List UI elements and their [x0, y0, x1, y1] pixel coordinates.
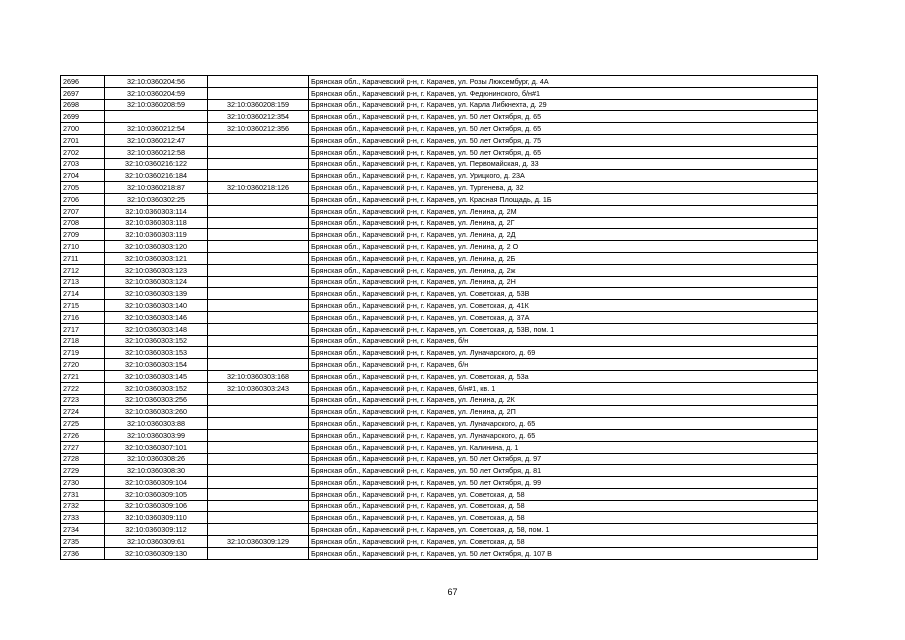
cadastral-number-cell: 32:10:0360212:58 [105, 146, 208, 158]
related-cadastral-number-cell [208, 335, 309, 347]
cadastral-number-cell: 32:10:0360303:121 [105, 252, 208, 264]
address-cell: Брянская обл., Карачевский р-н, г. Карачев, ул. Урицкого, д. 23А [309, 170, 818, 182]
cadastral-number-cell: 32:10:0360308:26 [105, 453, 208, 465]
cadastral-number-cell: 32:10:0360309:106 [105, 500, 208, 512]
related-cadastral-number-cell [208, 205, 309, 217]
cadastral-number-cell: 32:10:0360303:123 [105, 264, 208, 276]
cadastral-number-cell: 32:10:0360303:146 [105, 311, 208, 323]
address-cell: Брянская обл., Карачевский р-н, г. Карачев, ул. Ленина, д. 2М [309, 205, 818, 217]
table-row [61, 347, 818, 359]
address-cell: Брянская обл., Карачевский р-н, г. Карачев, ул. Федюнинского, б/н#1 [309, 87, 818, 99]
cadastral-number-cell: 32:10:0360308:30 [105, 465, 208, 477]
related-cadastral-number-cell [208, 170, 309, 182]
related-cadastral-number-cell [208, 547, 309, 559]
related-cadastral-number-cell: 32:10:0360212:356 [208, 123, 309, 135]
table-row [61, 359, 818, 371]
table-row [61, 134, 818, 146]
related-cadastral-number-cell [208, 394, 309, 406]
table-row [61, 477, 818, 489]
related-cadastral-number-cell [208, 524, 309, 536]
address-cell: Брянская обл., Карачевский р-н, г. Карачев, ул. Луначарского, д. 65 [309, 418, 818, 430]
table-row [61, 536, 818, 548]
related-cadastral-number-cell [208, 488, 309, 500]
cadastral-number-cell: 32:10:0360303:148 [105, 323, 208, 335]
related-cadastral-number-cell [208, 146, 309, 158]
table-row [61, 406, 818, 418]
cadastral-number-cell: 32:10:0360309:105 [105, 488, 208, 500]
address-cell: Брянская обл., Карачевский р-н, г. Карачев, ул. Ленина, д. 2ж [309, 264, 818, 276]
related-cadastral-number-cell [208, 193, 309, 205]
table-row [61, 500, 818, 512]
row-number-cell: 2708 [61, 217, 105, 229]
cadastral-number-cell: 32:10:0360303:120 [105, 241, 208, 253]
row-number-cell: 2734 [61, 524, 105, 536]
address-cell: Брянская обл., Карачевский р-н, г. Карачев, ул. Луначарского, д. 65 [309, 429, 818, 441]
row-number-cell: 2723 [61, 394, 105, 406]
row-number-cell: 2720 [61, 359, 105, 371]
row-number-cell: 2709 [61, 229, 105, 241]
table-row [61, 311, 818, 323]
cadastral-number-cell: 32:10:0360303:145 [105, 370, 208, 382]
related-cadastral-number-cell [208, 347, 309, 359]
address-cell: Брянская обл., Карачевский р-н, г. Карачев, ул. Советская, д. 53В, пом. 1 [309, 323, 818, 335]
address-cell: Брянская обл., Карачевский р-н, г. Карачев, ул. 50 лет Октября, д. 65 [309, 111, 818, 123]
table-row [61, 370, 818, 382]
related-cadastral-number-cell: 32:10:0360208:159 [208, 99, 309, 111]
related-cadastral-number-cell [208, 276, 309, 288]
address-cell: Брянская обл., Карачевский р-н, г. Карачев, ул. Ленина, д. 2Д [309, 229, 818, 241]
related-cadastral-number-cell: 32:10:0360303:243 [208, 382, 309, 394]
address-cell: Брянская обл., Карачевский р-н, г. Карачев, ул. 50 лет Октября, д. 81 [309, 465, 818, 477]
cadastral-number-cell [105, 111, 208, 123]
address-cell: Брянская обл., Карачевский р-н, г. Карачев, ул. Советская, д. 58, пом. 1 [309, 524, 818, 536]
row-number-cell: 2727 [61, 441, 105, 453]
address-cell: Брянская обл., Карачевский р-н, г. Карачев, ул. Советская, д. 53В [309, 288, 818, 300]
table-row [61, 512, 818, 524]
related-cadastral-number-cell [208, 311, 309, 323]
table-row [61, 382, 818, 394]
cadastral-number-cell: 32:10:0360216:184 [105, 170, 208, 182]
table-row [61, 241, 818, 253]
row-number-cell: 2724 [61, 406, 105, 418]
cadastral-number-cell: 32:10:0360303:119 [105, 229, 208, 241]
cadastral-number-cell: 32:10:0360309:61 [105, 536, 208, 548]
row-number-cell: 2699 [61, 111, 105, 123]
address-cell: Брянская обл., Карачевский р-н, г. Карачев, ул. Ленина, д. 2Б [309, 252, 818, 264]
related-cadastral-number-cell [208, 288, 309, 300]
related-cadastral-number-cell [208, 264, 309, 276]
address-cell: Брянская обл., Карачевский р-н, г. Карачев, б/н [309, 335, 818, 347]
cadastral-number-cell: 32:10:0360303:256 [105, 394, 208, 406]
row-number-cell: 2735 [61, 536, 105, 548]
row-number-cell: 2718 [61, 335, 105, 347]
table-row [61, 87, 818, 99]
address-cell: Брянская обл., Карачевский р-н, г. Карачев, ул. Советская, д. 53а [309, 370, 818, 382]
table-row [61, 111, 818, 123]
related-cadastral-number-cell [208, 465, 309, 477]
table-row [61, 453, 818, 465]
row-number-cell: 2715 [61, 300, 105, 312]
cadastral-number-cell: 32:10:0360303:88 [105, 418, 208, 430]
row-number-cell: 2721 [61, 370, 105, 382]
row-number-cell: 2700 [61, 123, 105, 135]
related-cadastral-number-cell [208, 453, 309, 465]
table-row [61, 123, 818, 135]
row-number-cell: 2725 [61, 418, 105, 430]
address-cell: Брянская обл., Карачевский р-н, г. Карачев, ул. Розы Люксембург, д. 4А [309, 76, 818, 88]
table-row [61, 252, 818, 264]
address-cell: Брянская обл., Карачевский р-н, г. Карачев, б/н#1, кв. 1 [309, 382, 818, 394]
address-cell: Брянская обл., Карачевский р-н, г. Карачев, ул. Ленина, д. 2 О [309, 241, 818, 253]
related-cadastral-number-cell [208, 300, 309, 312]
related-cadastral-number-cell [208, 323, 309, 335]
address-cell: Брянская обл., Карачевский р-н, г. Карачев, ул. Ленина, д. 2К [309, 394, 818, 406]
cadastral-number-cell: 32:10:0360303:140 [105, 300, 208, 312]
related-cadastral-number-cell [208, 241, 309, 253]
cadastral-number-cell: 32:10:0360212:54 [105, 123, 208, 135]
row-number-cell: 2698 [61, 99, 105, 111]
table-row [61, 170, 818, 182]
table-row [61, 264, 818, 276]
address-cell: Брянская обл., Карачевский р-н, г. Карачев, ул. Ленина, д. 2Г [309, 217, 818, 229]
row-number-cell: 2710 [61, 241, 105, 253]
table-row [61, 418, 818, 430]
table-row [61, 300, 818, 312]
row-number-cell: 2705 [61, 182, 105, 194]
address-cell: Брянская обл., Карачевский р-н, г. Карачев, ул. Советская, д. 58 [309, 500, 818, 512]
address-cell: Брянская обл., Карачевский р-н, г. Карачев, ул. 50 лет Октября, д. 65 [309, 146, 818, 158]
related-cadastral-number-cell [208, 500, 309, 512]
address-cell: Брянская обл., Карачевский р-н, г. Карачев, ул. Советская, д. 58 [309, 488, 818, 500]
row-number-cell: 2726 [61, 429, 105, 441]
row-number-cell: 2707 [61, 205, 105, 217]
cadastral-number-cell: 32:10:0360303:154 [105, 359, 208, 371]
table-body [61, 76, 818, 560]
cadastral-number-cell: 32:10:0360212:47 [105, 134, 208, 146]
table-row [61, 193, 818, 205]
related-cadastral-number-cell [208, 406, 309, 418]
row-number-cell: 2717 [61, 323, 105, 335]
related-cadastral-number-cell [208, 76, 309, 88]
related-cadastral-number-cell: 32:10:0360309:129 [208, 536, 309, 548]
row-number-cell: 2731 [61, 488, 105, 500]
address-cell: Брянская обл., Карачевский р-н, г. Карачев, ул. Ленина, д. 2П [309, 406, 818, 418]
cadastral-number-cell: 32:10:0360309:104 [105, 477, 208, 489]
table-row [61, 146, 818, 158]
table-row [61, 429, 818, 441]
related-cadastral-number-cell: 32:10:0360218:126 [208, 182, 309, 194]
row-number-cell: 2728 [61, 453, 105, 465]
address-cell: Брянская обл., Карачевский р-н, г. Карачев, б/н [309, 359, 818, 371]
row-number-cell: 2730 [61, 477, 105, 489]
address-cell: Брянская обл., Карачевский р-н, г. Карачев, ул. Советская, д. 58 [309, 536, 818, 548]
table-row [61, 76, 818, 88]
table-row [61, 229, 818, 241]
related-cadastral-number-cell [208, 418, 309, 430]
row-number-cell: 2696 [61, 76, 105, 88]
table-row [61, 217, 818, 229]
cadastral-number-cell: 32:10:0360303:139 [105, 288, 208, 300]
address-cell: Брянская обл., Карачевский р-н, г. Карачев, ул. Калинина, д. 1 [309, 441, 818, 453]
cadastral-number-cell: 32:10:0360303:260 [105, 406, 208, 418]
related-cadastral-number-cell [208, 477, 309, 489]
address-cell: Брянская обл., Карачевский р-н, г. Карачев, ул. Первомайская, д. 33 [309, 158, 818, 170]
cadastral-number-cell: 32:10:0360216:122 [105, 158, 208, 170]
address-cell: Брянская обл., Карачевский р-н, г. Карачев, ул. 50 лет Октября, д. 107 В [309, 547, 818, 559]
cadastral-number-cell: 32:10:0360204:56 [105, 76, 208, 88]
row-number-cell: 2701 [61, 134, 105, 146]
related-cadastral-number-cell: 32:10:0360303:168 [208, 370, 309, 382]
related-cadastral-number-cell [208, 87, 309, 99]
address-cell: Брянская обл., Карачевский р-н, г. Карачев, ул. 50 лет Октября, д. 75 [309, 134, 818, 146]
row-number-cell: 2697 [61, 87, 105, 99]
address-cell: Брянская обл., Карачевский р-н, г. Карачев, ул. Луначарского, д. 69 [309, 347, 818, 359]
related-cadastral-number-cell [208, 158, 309, 170]
row-number-cell: 2711 [61, 252, 105, 264]
table-row [61, 99, 818, 111]
related-cadastral-number-cell [208, 252, 309, 264]
table-row [61, 288, 818, 300]
related-cadastral-number-cell [208, 429, 309, 441]
row-number-cell: 2733 [61, 512, 105, 524]
cadastral-number-cell: 32:10:0360218:87 [105, 182, 208, 194]
cadastral-number-cell: 32:10:0360309:110 [105, 512, 208, 524]
address-cell: Брянская обл., Карачевский р-н, г. Карачев, ул. Советская, д. 41К [309, 300, 818, 312]
address-cell: Брянская обл., Карачевский р-н, г. Карачев, ул. 50 лет Октября, д. 65 [309, 123, 818, 135]
page-number: 67 [447, 587, 458, 597]
related-cadastral-number-cell [208, 217, 309, 229]
row-number-cell: 2706 [61, 193, 105, 205]
address-cell: Брянская обл., Карачевский р-н, г. Карачев, ул. Советская, д. 58 [309, 512, 818, 524]
address-cell: Брянская обл., Карачевский р-н, г. Карачев, ул. Советская, д. 37А [309, 311, 818, 323]
table-row [61, 441, 818, 453]
cadastral-number-cell: 32:10:0360303:118 [105, 217, 208, 229]
cadastral-number-cell: 32:10:0360303:114 [105, 205, 208, 217]
cadastral-number-cell: 32:10:0360309:130 [105, 547, 208, 559]
related-cadastral-number-cell: 32:10:0360212:354 [208, 111, 309, 123]
address-cell: Брянская обл., Карачевский р-н, г. Карачев, ул. Карла Либкнехта, д. 29 [309, 99, 818, 111]
row-number-cell: 2712 [61, 264, 105, 276]
cadastral-number-cell: 32:10:0360204:59 [105, 87, 208, 99]
row-number-cell: 2713 [61, 276, 105, 288]
row-number-cell: 2702 [61, 146, 105, 158]
table-row [61, 205, 818, 217]
address-cell: Брянская обл., Карачевский р-н, г. Карачев, ул. Красная Площадь, д. 1Б [309, 193, 818, 205]
row-number-cell: 2719 [61, 347, 105, 359]
row-number-cell: 2732 [61, 500, 105, 512]
row-number-cell: 2716 [61, 311, 105, 323]
table-row [61, 335, 818, 347]
row-number-cell: 2722 [61, 382, 105, 394]
table-row [61, 182, 818, 194]
related-cadastral-number-cell [208, 134, 309, 146]
address-cell: Брянская обл., Карачевский р-н, г. Карачев, ул. Ленина, д. 2Н [309, 276, 818, 288]
row-number-cell: 2714 [61, 288, 105, 300]
table-row [61, 465, 818, 477]
cadastral-number-cell: 32:10:0360208:59 [105, 99, 208, 111]
row-number-cell: 2704 [61, 170, 105, 182]
cadastral-number-cell: 32:10:0360303:124 [105, 276, 208, 288]
cadastral-number-cell: 32:10:0360303:153 [105, 347, 208, 359]
address-cell: Брянская обл., Карачевский р-н, г. Карачев, ул. 50 лет Октября, д. 99 [309, 477, 818, 489]
cadastral-number-cell: 32:10:0360309:112 [105, 524, 208, 536]
cadastral-number-cell: 32:10:0360303:152 [105, 335, 208, 347]
property-table [60, 75, 818, 560]
cadastral-number-cell: 32:10:0360303:152 [105, 382, 208, 394]
row-number-cell: 2736 [61, 547, 105, 559]
cadastral-number-cell: 32:10:0360303:99 [105, 429, 208, 441]
row-number-cell: 2729 [61, 465, 105, 477]
cadastral-number-cell: 32:10:0360307:101 [105, 441, 208, 453]
cadastral-number-cell: 32:10:0360302:25 [105, 193, 208, 205]
table-row [61, 488, 818, 500]
table-row [61, 323, 818, 335]
address-cell: Брянская обл., Карачевский р-н, г. Карачев, ул. Тургенева, д. 32 [309, 182, 818, 194]
related-cadastral-number-cell [208, 441, 309, 453]
table-row [61, 276, 818, 288]
table-row [61, 394, 818, 406]
address-cell: Брянская обл., Карачевский р-н, г. Карачев, ул. 50 лет Октября, д. 97 [309, 453, 818, 465]
related-cadastral-number-cell [208, 512, 309, 524]
table-row [61, 158, 818, 170]
related-cadastral-number-cell [208, 359, 309, 371]
row-number-cell: 2703 [61, 158, 105, 170]
related-cadastral-number-cell [208, 229, 309, 241]
table-row [61, 524, 818, 536]
table-row [61, 547, 818, 559]
